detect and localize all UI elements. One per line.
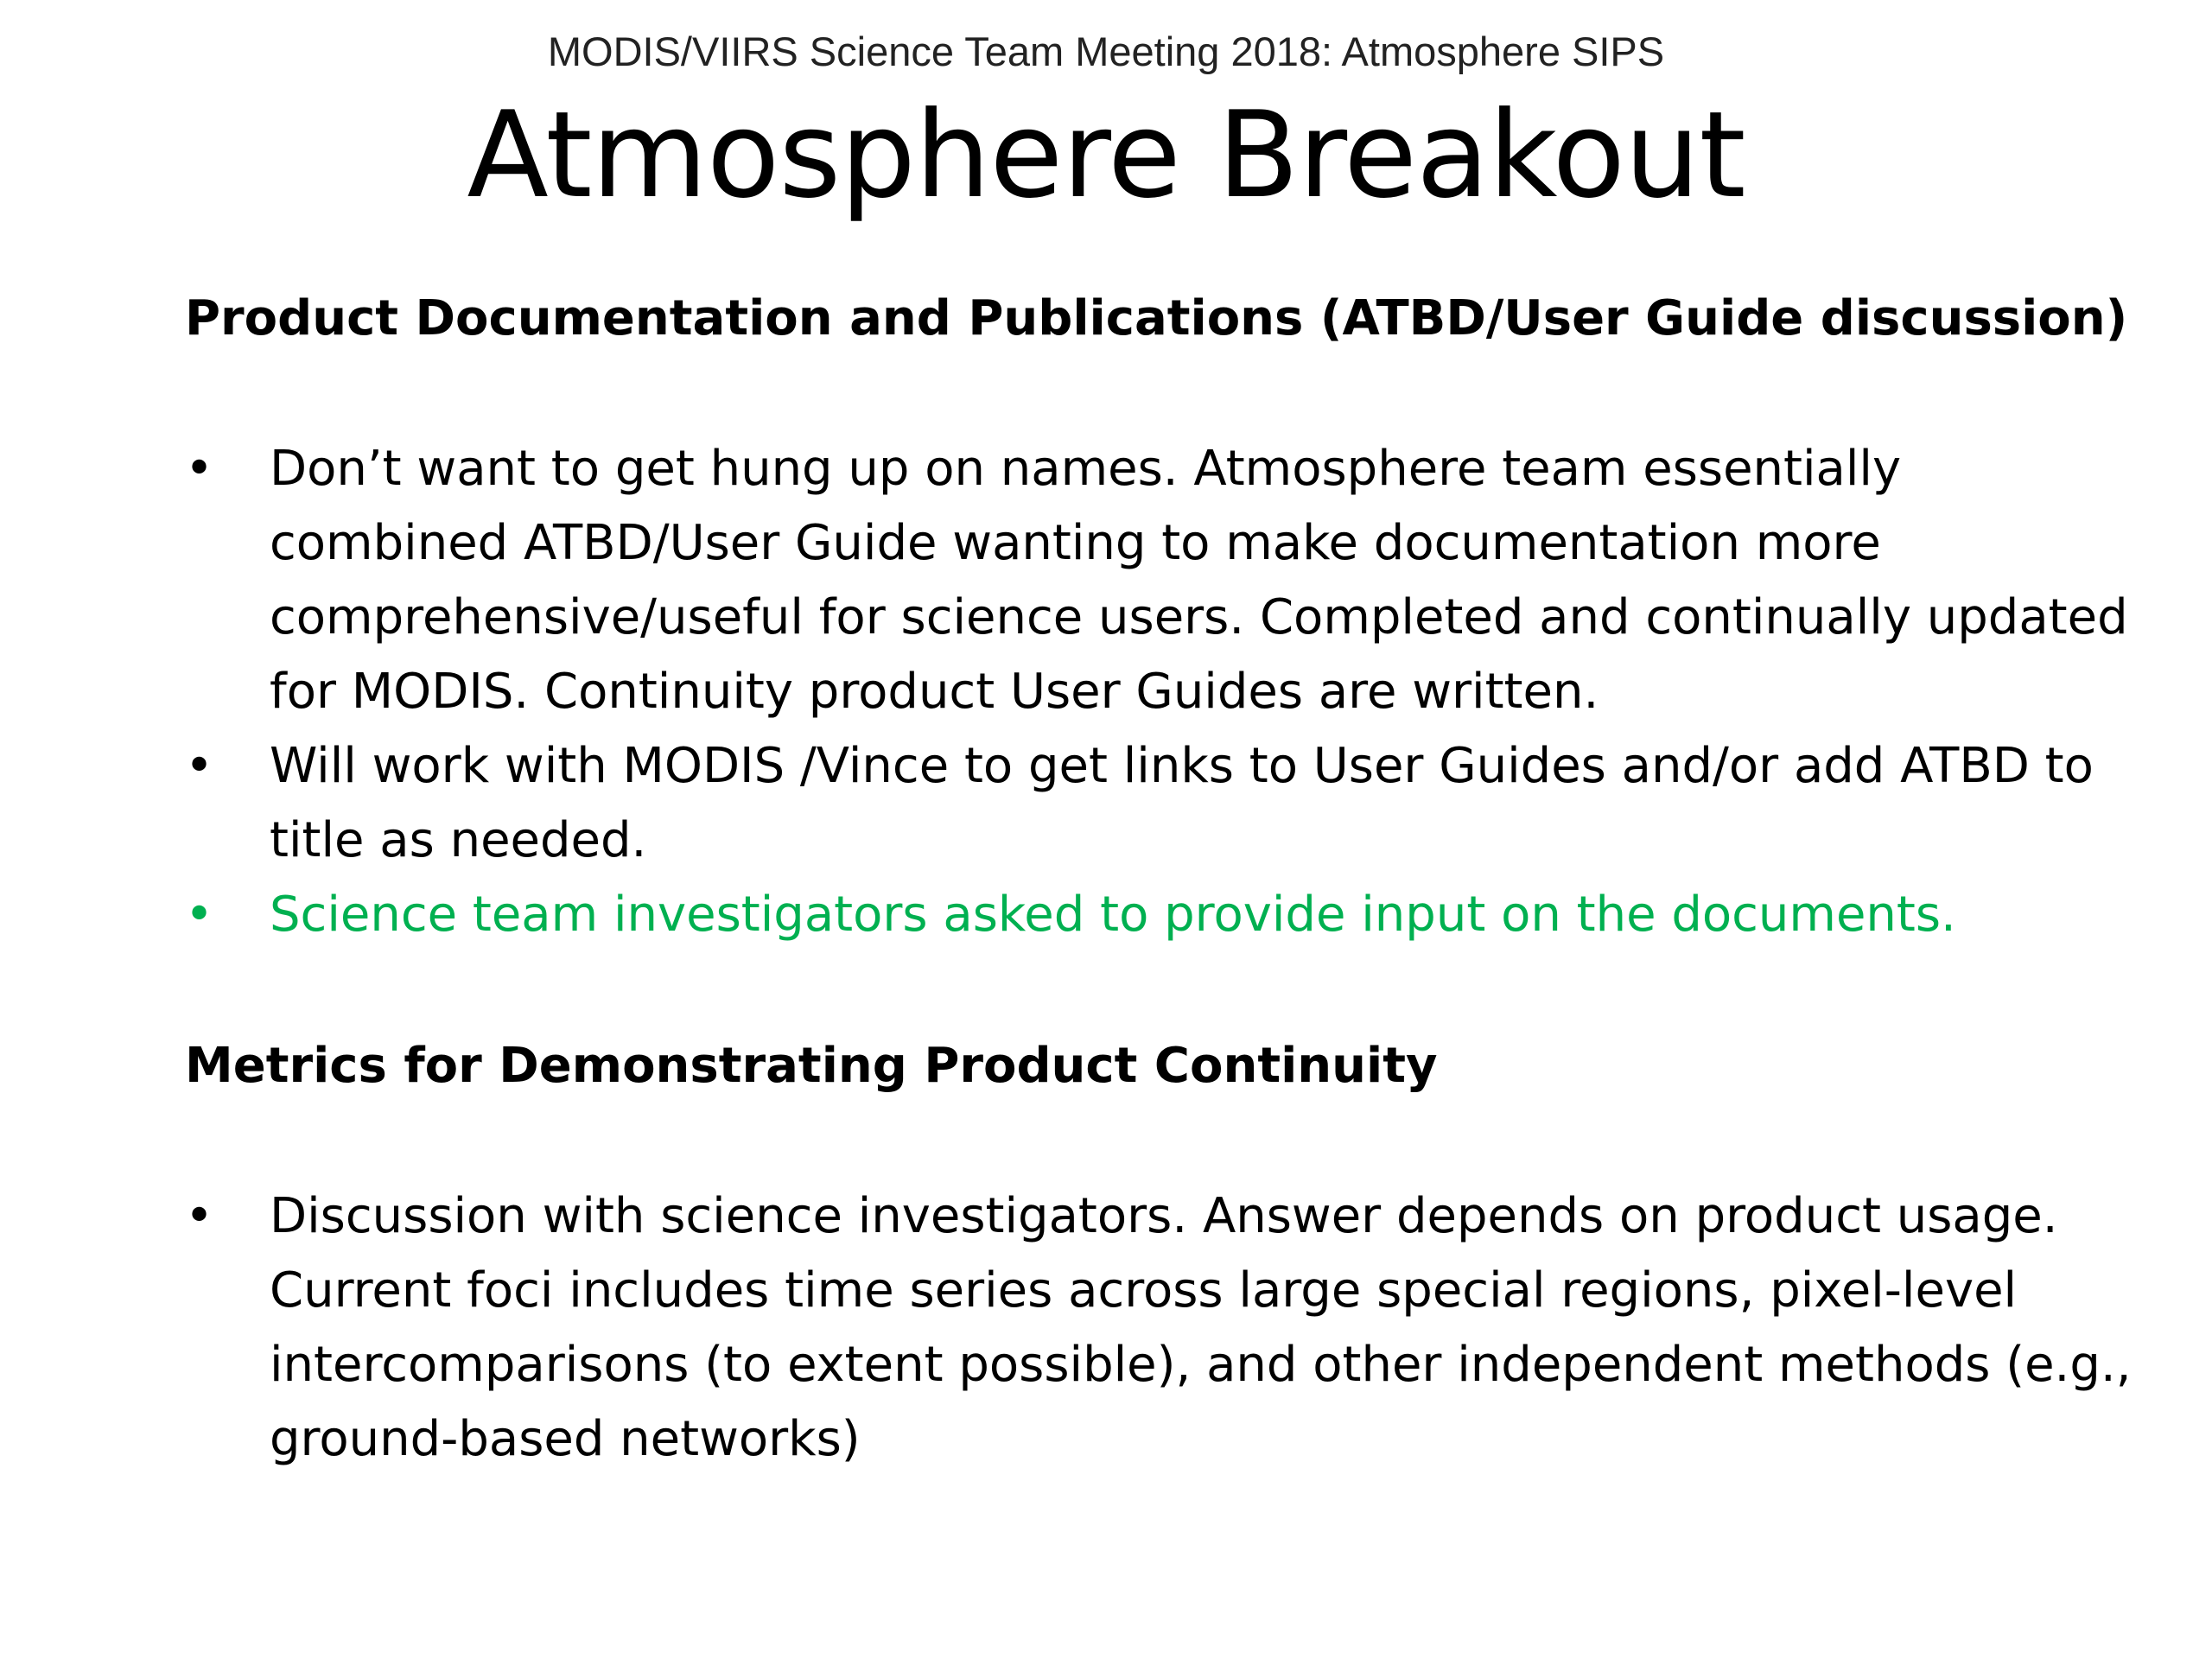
section-heading: Metrics for Demonstrating Product Continuity bbox=[185, 1038, 1438, 1094]
section-metrics bbox=[185, 1033, 2138, 1477]
bullet-list bbox=[185, 1179, 2138, 1477]
bullet-text: Science team investigators asked to provide input on the documents. bbox=[270, 887, 1956, 943]
header-caption: MODIS/VIIRS Science Team Meeting 2018: Atmosphere SIPS bbox=[547, 29, 1665, 74]
section-documentation bbox=[185, 285, 2138, 952]
bullet-item-highlighted bbox=[185, 878, 2138, 952]
bullet-list bbox=[185, 432, 2138, 952]
bullet-icon: • bbox=[185, 1188, 214, 1244]
bullet-icon: • bbox=[185, 738, 214, 794]
section-heading: Product Documentation and Publications (ATBD/User Guide discussion) bbox=[185, 290, 2128, 346]
slide-title: Atmosphere Breakout bbox=[467, 86, 1745, 225]
bullet-icon: • bbox=[185, 887, 214, 943]
bullet-icon: • bbox=[185, 441, 214, 497]
bullet-text: Discussion with science investigators. Answer depends on product usage. Current foci includes time series across large special regions, pixel-level intercomparisons (to extent possible), and other independent methods (e.g., ground-based networks) bbox=[270, 1188, 2132, 1467]
bullet-text: Don’t want to get hung up on names. Atmosphere team essentially combined ATBD/User Guide wanting to make documentation more comprehensive/useful for science users. Completed and continually updated for MODIS. Continuity product User Guides are written. bbox=[270, 441, 2128, 720]
bullet-item bbox=[185, 1179, 2138, 1477]
bullet-text: Will work with MODIS /Vince to get links to User Guides and/or add ATBD to title as needed. bbox=[270, 738, 2094, 868]
bullet-item bbox=[185, 729, 2138, 878]
bullet-item bbox=[185, 432, 2138, 729]
